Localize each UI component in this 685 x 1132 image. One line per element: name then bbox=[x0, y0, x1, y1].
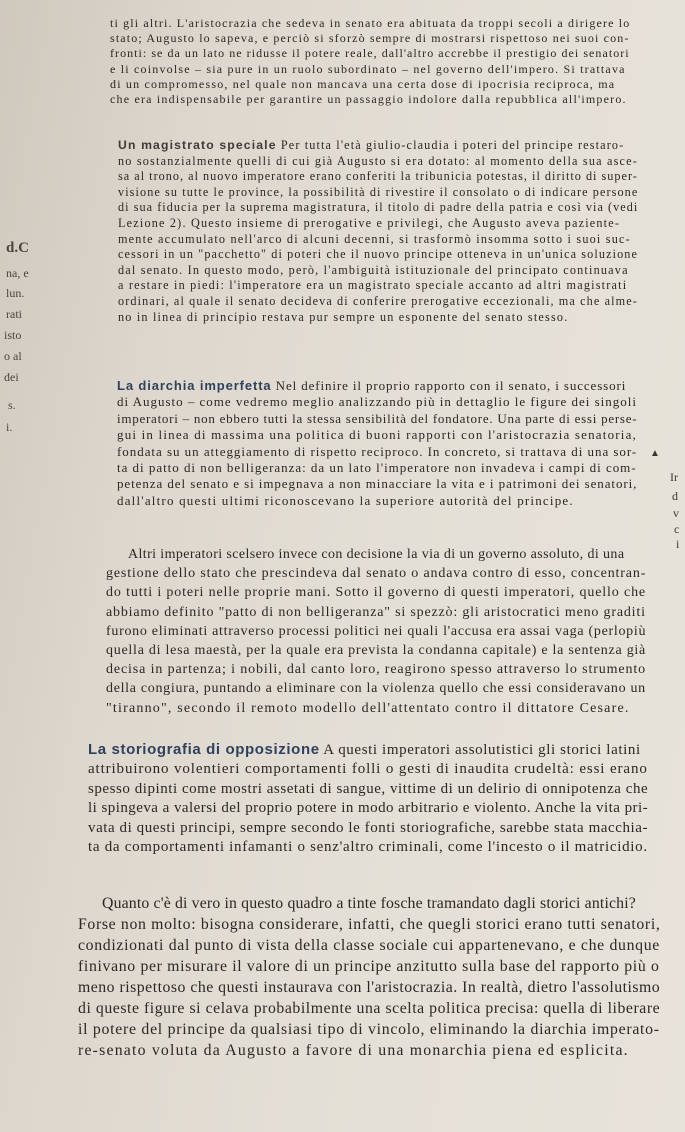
text-line: Quanto c'è di vero in questo quadro a tinte fosche tramandato dagli storici antichi? bbox=[102, 895, 636, 912]
text-line: re-senato voluta da Augusto a favore di una monarchia piena ed esplicita. bbox=[78, 1042, 629, 1059]
paragraph-magistrato-speciale bbox=[118, 138, 638, 325]
text-line: li spingeva a valersi del proprio potere in modo arbitrario e violento. Anche la vita pri- bbox=[88, 800, 648, 817]
margin-fragment: i. bbox=[6, 420, 13, 434]
text-line: condizionati dal punto di vista della classe sociale cui appartenevano, e che dunque bbox=[78, 937, 660, 954]
margin-fragment: o al bbox=[4, 349, 22, 363]
text-line: attribuirono volentieri comportamenti folli o gesti di inaudita crudeltà: essi erano bbox=[88, 761, 648, 778]
text-line: a restare in piedi: l'imperatore era un magistrato speciale accanto ad altri magistrati bbox=[118, 278, 628, 293]
text-line: fronti: se da un lato ne ridusse il potere reale, dall'altro accrebbe il prestigio dei senatori bbox=[110, 46, 630, 61]
text-line: "tiranno", secondo il remoto modello dell'attentato contro il dittatore Cesare. bbox=[106, 700, 630, 716]
text-line: dall'altro questi ultimi riconoscevano la superiore autorità del principe. bbox=[117, 492, 574, 508]
margin-fragment: d.C bbox=[6, 240, 29, 256]
text-line: di Augusto – come vedremo meglio analizzando più in dettaglio le figure dei singoli bbox=[117, 394, 637, 410]
text-line: ta da comportamenti infamanti o senz'altro criminali, come l'incesto o il matricidio. bbox=[88, 839, 648, 856]
paragraph-diarchia-imperfetta bbox=[117, 378, 637, 509]
text-line: Per tutta l'età giulio-claudia i poteri del principe restaro- bbox=[276, 138, 625, 152]
text-line: no in linea di principio restava pur sempre un esponente del senato stesso. bbox=[118, 309, 569, 324]
text-line: no sostanzialmente quelli di cui già Augusto si era dotato: al momento della sua asce- bbox=[118, 153, 638, 168]
text-line: dal senato. In questo modo, però, l'ambiguità istituzionale del principato continuava bbox=[118, 262, 629, 277]
text-line: sa al trono, al nuovo imperatore erano conferiti la tribunicia potestas, il diritto di super- bbox=[118, 169, 638, 184]
paragraph-storiografia-opposizione bbox=[88, 740, 648, 857]
section-heading: Un magistrato speciale bbox=[118, 138, 277, 152]
text-line: ta di patto di non belligeranza: da un lato l'imperatore non invadeva i campi di com- bbox=[117, 460, 637, 476]
margin-fragment: i bbox=[676, 537, 680, 551]
paragraph-altri-imperatori bbox=[106, 545, 646, 718]
margin-fragment: na, e bbox=[6, 266, 29, 280]
text-line: di un compromesso, nel quale non mancava una certa dose di ipocrisia reciproca, ma bbox=[110, 76, 616, 91]
text-line: vata di questi principi, sempre secondo le fonti storiografiche, sarebbe stata macchia- bbox=[88, 819, 648, 836]
text-line: di queste figure si celava probabilmente una scelta politica precisa: quella di liberare bbox=[78, 1000, 660, 1017]
paragraph-quanto-vero bbox=[78, 893, 660, 1061]
margin-fragment: ▲ bbox=[650, 448, 660, 459]
text-line: decisa in partenza; i nobili, dal canto loro, reagirono spesso attraverso lo strumento bbox=[106, 662, 646, 678]
margin-fragment: v bbox=[673, 506, 679, 520]
margin-fragment: rati bbox=[6, 307, 22, 321]
margin-fragment: Ir bbox=[670, 470, 678, 484]
text-line: mente accumulato nell'arco di alcuni decenni, si trasformò insomma sotto i suoi suc- bbox=[118, 231, 631, 246]
text-line: quella di lesa maestà, per la quale era prevista la condanna capitale) e la sentenza già bbox=[106, 643, 646, 659]
section-heading: La storiografia di opposizione bbox=[88, 741, 320, 758]
text-line: finivano per misurare il valore di un principe anzitutto sulla base del rapporto più o bbox=[78, 958, 660, 975]
text-line: abbiamo definito "patto di non belligeranza" si spezzò: gli aristocratici meno graditi bbox=[106, 604, 646, 620]
text-line: stato; Augusto lo sapeva, e perciò si sforzò sempre di mostrarsi rispettoso nei suoi con- bbox=[110, 31, 630, 46]
text-line: ti gli altri. L'aristocrazia che sedeva in senato era abituata da troppi secoli a dirigere lo bbox=[110, 16, 630, 30]
margin-fragment: s. bbox=[8, 398, 16, 412]
margin-fragment: isto bbox=[4, 328, 22, 342]
text-line: cessori in un "pacchetto" di poteri che il nuovo principe otteneva in un'unica soluzione bbox=[118, 247, 638, 262]
text-line: di sua fiducia per la suprema magistratura, il titolo di padre della patria e così via (vedi bbox=[118, 200, 638, 215]
text-line: Altri imperatori scelsero invece con decisione la via di un governo assoluto, di una bbox=[128, 547, 625, 562]
paragraph-intro bbox=[110, 16, 630, 107]
text-line: gestione dello stato che prescindeva dal senato o andava contro di esso, concentran- bbox=[106, 566, 646, 582]
text-line: che era indispensabile per garantire un passaggio indolore dalla repubblica all'impero. bbox=[110, 92, 627, 107]
text-line: furono eliminati attraverso processi politici nei quali l'accusa era assai vaga (perlopiù bbox=[106, 623, 646, 639]
text-line: petenza del senato e si impegnava a non minacciare la vita e i patrimoni dei senatori, bbox=[117, 476, 637, 492]
text-line: il potere del principe da qualsiasi tipo di vincolo, eliminando la diarchia imperato- bbox=[78, 1021, 660, 1038]
text-line: do tutti i poteri nelle proprie mani. Sotto il governo di questi imperatori, quello che bbox=[106, 585, 646, 601]
text-line: ordinari, al quale il senato decideva di conferire prerogative eccezionali, ma che alme- bbox=[118, 293, 638, 308]
text-line: visione su tutte le province, la possibilità di rivestire il consolato o di indicare persone bbox=[118, 184, 638, 199]
text-line: fondata su un atteggiamento di rispetto reciproco. In concreto, si trattava di una sor- bbox=[117, 443, 637, 459]
text-line: gui in linea di massima una politica di buoni rapporti con l'aristocrazia senatoria, bbox=[117, 427, 637, 443]
text-line: Nel definire il proprio rapporto con il senato, i successori bbox=[271, 378, 627, 393]
margin-fragment: dei bbox=[4, 370, 19, 384]
margin-fragment: lun. bbox=[6, 286, 25, 300]
section-heading: La diarchia imperfetta bbox=[117, 378, 272, 393]
text-line: della congiura, puntando a eliminare con la violenza quello che essi consideravano un bbox=[106, 681, 646, 697]
text-line: Forse non molto: bisogna considerare, infatti, che quegli storici erano tutti senatori, bbox=[78, 916, 660, 933]
margin-fragment: d bbox=[672, 489, 678, 503]
text-line: Lezione 2). Questo insieme di prerogative e privilegi, che Augusto aveva paziente- bbox=[118, 215, 621, 230]
text-line: A questi imperatori assolutistici gli storici latini bbox=[319, 742, 641, 758]
text-line: e li coinvolse – sia pure in un ruolo subordinato – nel governo dell'impero. Si trattava bbox=[110, 61, 626, 76]
text-line: meno rispettoso che questi instaurava con l'aristocrazia. In realtà, dietro l'assolutismo bbox=[78, 979, 660, 996]
margin-fragment: c bbox=[674, 522, 680, 536]
text-line: imperatori – non ebbero tutti la stessa sensibilità del fondatore. Una parte di essi perse- bbox=[117, 410, 637, 426]
text-line: spesso dipinti come mostri assetati di sangue, vittime di un delirio di onnipotenza che bbox=[88, 780, 648, 797]
